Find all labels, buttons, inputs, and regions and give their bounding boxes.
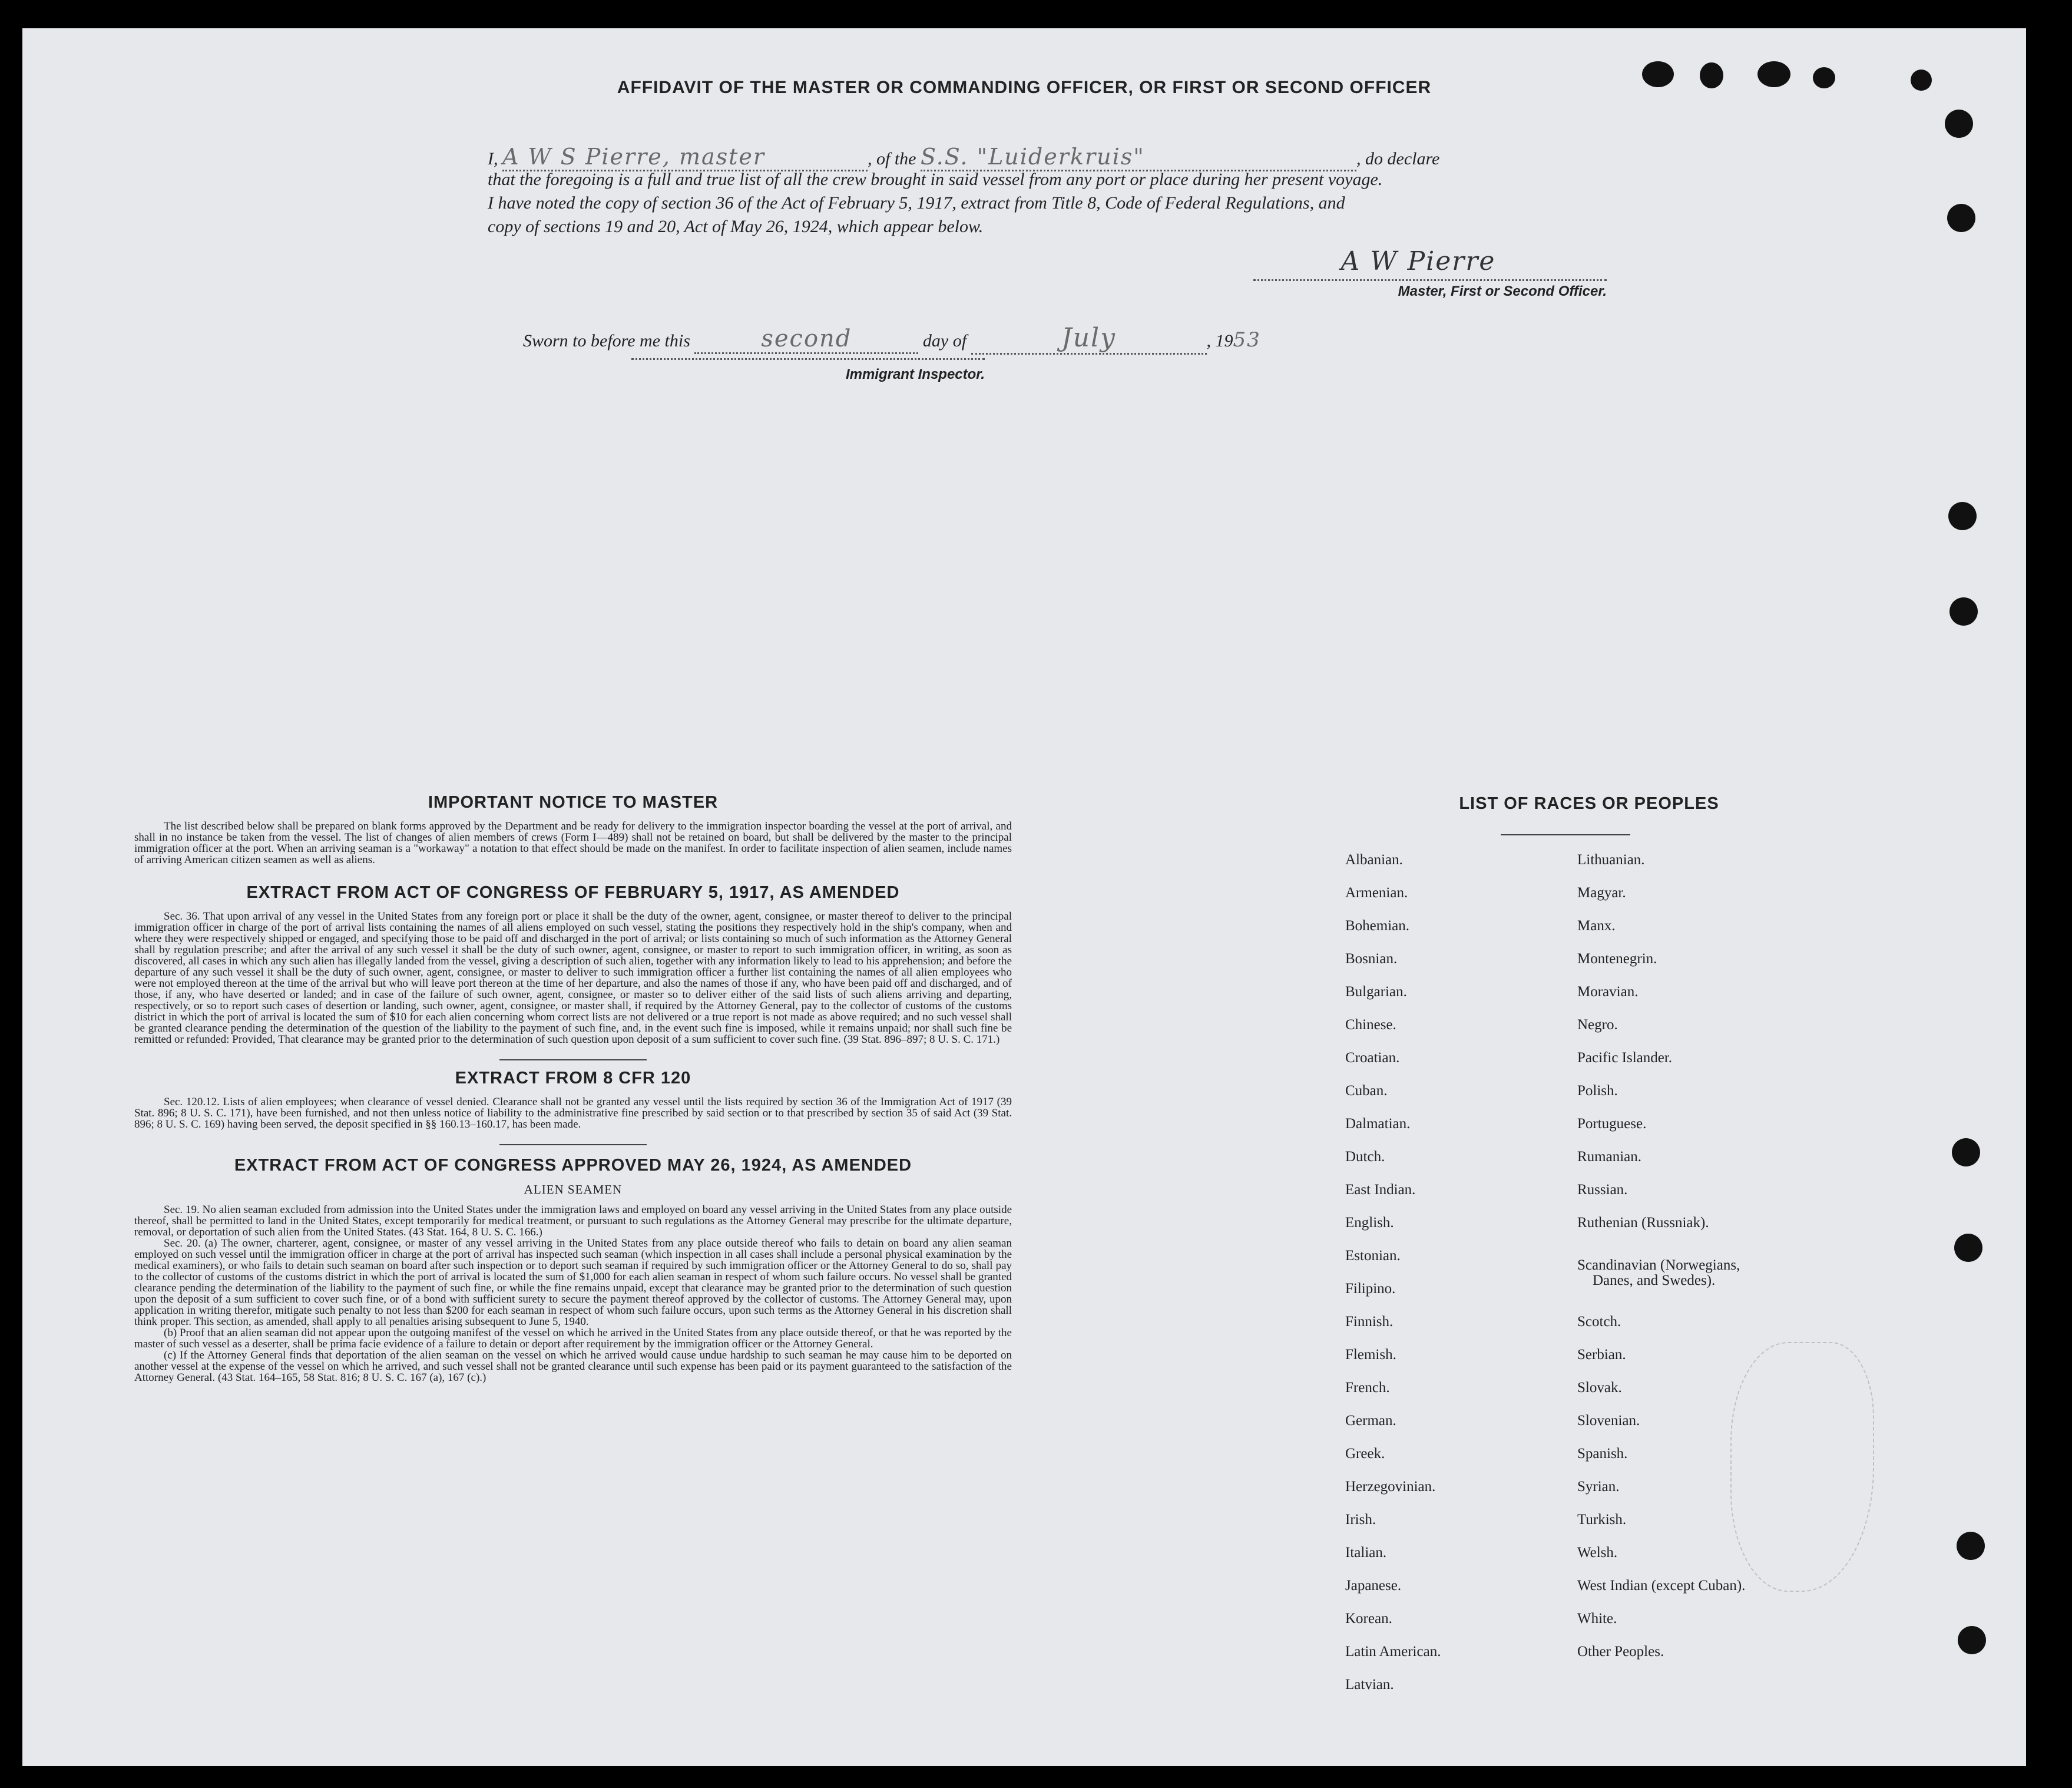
notice-text: The list described below shall be prepared on blank forms approved by the Department and be ready for delivery to the immigration inspector boarding the vessel at the port of arrival, and shall in no instance be taken from the vessel. The list of changes of alien members of crews (Form I—489) shall not be retained on board, but shall be delivered by the master to the principal immigration officer at the port. When an arriving seaman is a "workaway" a notation to that effect should be made on the manifest. In order to facilitate inspection of alien seamen, include names of arriving American citizen seamen as well as aliens. — [134, 820, 1012, 866]
race-item: Flemish. — [1345, 1347, 1396, 1363]
extract-1924-paragraph: (b) Proof that an alien seaman did not appear upon the outgoing manifest of the vessel on which he arrived in the United States from any place outside thereof, or that he was reported by the master of such vessel as a deserter, shall be prima facie evidence of a failure to detain or deport after requirement by the immigration officer or the Attorney General. — [134, 1327, 1012, 1350]
sworn-line — [523, 323, 1261, 355]
race-item: Other Peoples. — [1577, 1644, 1664, 1660]
sworn-day-of: day of — [922, 331, 967, 351]
inspector-signature-line — [631, 358, 985, 360]
race-item: Armenian. — [1345, 885, 1408, 901]
affidavit-line-3: I have noted the copy of section 36 of the Act of February 5, 1917, extract from Title 8, Code of Federal Regulations, and — [488, 193, 1345, 213]
affidavit-of-the: , of the — [868, 149, 916, 168]
race-item: Serbian. — [1577, 1347, 1626, 1363]
sworn-month-handwritten: July — [971, 323, 1207, 355]
race-item: Irish. — [1345, 1512, 1376, 1528]
punch-hole — [1948, 502, 1977, 530]
punch-hole — [1957, 1532, 1985, 1560]
race-item: Dutch. — [1345, 1149, 1385, 1165]
race-item: Bulgarian. — [1345, 984, 1407, 1000]
race-item: Portuguese. — [1577, 1116, 1647, 1132]
race-item: Moravian. — [1577, 984, 1639, 1000]
race-item: Ruthenian (Russniak). — [1577, 1215, 1709, 1231]
race-item: Slovak. — [1577, 1380, 1622, 1396]
race-item: Greek. — [1345, 1446, 1385, 1462]
extract-cfr-text: Sec. 120.12. Lists of alien employees; when clearance of vessel denied. Clearance shall not be granted any vessel until the lists required by section 36 of the Immigration Act of 1917 (39 Stat. 896; 8 U. S. C. 171), have been furnished, and not then unless notice of liability to the administrative fine prescribed by said section or to that prescribed by section 35 of said Act (39 Stat. 896; 8 U. S. C. 169) having been served, the deposit specified in §§ 160.13–160.17, has been made. — [134, 1096, 1012, 1131]
faded-stamp — [1730, 1342, 1874, 1592]
extract-1924-paragraph: (c) If the Attorney General finds that deportation of the alien seaman on the vessel on which he arrived would cause undue hardship to such seaman he may cause him to be deported on another vessel at the expense of the vessel on which he arrived, and such vessel shall not be granted clearance until such expense has been paid or its payment guaranteed to the satisfaction of the Attorney General. (43 Stat. 164–165, 58 Stat. 816; 8 U. S. C. 167 (a), 167 (c).) — [134, 1349, 1012, 1384]
race-item: Estonian. — [1345, 1248, 1401, 1264]
vessel-name-handwritten: S.S. "Luiderkruis" — [921, 144, 1356, 171]
race-item: Magyar. — [1577, 885, 1626, 901]
sworn-year-prefix: , 19 — [1206, 331, 1233, 351]
race-item: Rumanian. — [1577, 1149, 1642, 1165]
extract-1917-text: Sec. 36. That upon arrival of any vessel in the United States from any foreign port or place it shall be the duty of the owner, agent, consignee, or master thereof to deliver to the principal immigration officer in charge of the port of arrival lists containing the names of all aliens employed on such vessel, stating the positions they respectively hold in the ship's company, when and where they were respectively shipped or engaged, and specifying those to be paid off and discharged in the port of arrival; or lists containing so much of such information as the Attorney General shall by regulation prescribe; and after the arrival of any such vessel it shall be the duty of such owner, agent, consignee, or master to report to such immigration officer, in writing, as soon as discovered, all cases in which any such alien has illegally landed from the vessel, giving a description of such alien, together with any information likely to lead to his apprehension; and before the departure of any such vessel it shall be the duty of such owner, agent, consignee, or master to deliver to such immigration officer a further list containing the names of all alien employees who were not employed thereon at the time of the arrival but who will leave port thereon at the time of her departure, and also the names of those if any, who have been paid off and discharged, and of those, if any, who have deserted or landed; and in case of the failure of such owner, agent, consignee, or master so to deliver either of the said lists of such aliens arriving and departing, respectively, or so to report such cases of desertion or landing, such owner, agent, consignee, or master shall, if required by the Attorney General, pay to the collector of customs of the customs district in which the port of arrival is located the sum of $10 for each alien concerning whom correct lists are not delivered or a true report is not made as above required; and no such vessel shall be granted clearance pending the determination of the question of the liability to the payment of such fine, and, in the event such fine is imposed, while it remains unpaid; nor shall such fine be remitted or refunded: Provided, That clearance may be granted prior to the determination of such question upon deposit of a sum sufficient to cover such fine. (39 Stat. 896–897; 8 U. S. C. 171.) — [134, 910, 1012, 1046]
inspector-caption: Immigrant Inspector. — [845, 366, 985, 382]
race-item: Chinese. — [1345, 1017, 1396, 1033]
race-item: German. — [1345, 1413, 1396, 1429]
race-item: English. — [1345, 1215, 1394, 1231]
race-item: Cuban. — [1345, 1083, 1388, 1099]
extract-cfr-title: EXTRACT FROM 8 CFR 120 — [455, 1069, 691, 1088]
race-item: Herzegovinian. — [1345, 1479, 1436, 1495]
divider — [499, 1144, 647, 1145]
race-item: Scotch. — [1577, 1314, 1621, 1330]
race-item: Japanese. — [1345, 1578, 1402, 1594]
extract-1924-paragraph: Sec. 19. No alien seaman excluded from admission into the United States under the immigration laws and employed on board any vessel arriving in the United States from any place outside thereof, shall be permitted to land in the United States, except temporarily for medical treatment, or pursuant to such regulations as the Attorney General may prescribe for the ultimate departure, removal, or deportation of such alien from the United States. (43 Stat. 164, 8 U. S. C. 166.) — [134, 1204, 1012, 1238]
race-item: Manx. — [1577, 918, 1616, 934]
punch-hole — [1954, 1234, 1982, 1262]
punch-hole — [1947, 204, 1975, 232]
race-item: Croatian. — [1345, 1050, 1400, 1066]
race-item: Lithuanian. — [1577, 852, 1645, 868]
race-item: Spanish. — [1577, 1446, 1628, 1462]
race-item: Pacific Islander. — [1577, 1050, 1673, 1066]
race-item: Filipino. — [1345, 1281, 1396, 1297]
race-item: Polish. — [1577, 1083, 1618, 1099]
punch-hole — [1958, 1626, 1986, 1654]
races-title: LIST OF RACES OR PEOPLES — [1459, 794, 1719, 813]
extract-1924-subtitle: ALIEN SEAMEN — [524, 1182, 623, 1197]
affidavit-line-4: copy of sections 19 and 20, Act of May 26, 1924, which appear below. — [488, 217, 984, 236]
master-name-handwritten: A W S Pierre, master — [502, 144, 868, 171]
race-item: Turkish. — [1577, 1512, 1627, 1528]
race-item: Syrian. — [1577, 1479, 1620, 1495]
extract-1917-title: EXTRACT FROM ACT OF CONGRESS OF FEBRUARY 5, 1917, AS AMENDED — [246, 883, 900, 902]
master-signature-block — [1230, 246, 1607, 300]
race-item: Welsh. — [1577, 1545, 1618, 1561]
race-item: Latin American. — [1345, 1644, 1441, 1660]
race-item: Latvian. — [1345, 1677, 1394, 1693]
notice-title: IMPORTANT NOTICE TO MASTER — [428, 793, 719, 812]
race-item: Danes, and Swedes). — [1593, 1273, 1716, 1288]
document-page — [22, 28, 2026, 1766]
race-item: Negro. — [1577, 1017, 1618, 1033]
punch-hole — [1945, 110, 1973, 138]
race-item: Bohemian. — [1345, 918, 1410, 934]
punch-hole — [1952, 1138, 1980, 1166]
extract-1924-title: EXTRACT FROM ACT OF CONGRESS APPROVED MAY 26, 1924, AS AMENDED — [234, 1156, 912, 1175]
sworn-prefix: Sworn to before me this — [523, 331, 690, 351]
race-item: Montenegrin. — [1577, 951, 1657, 967]
affidavit-title: AFFIDAVIT OF THE MASTER OR COMMANDING OFFICER, OR FIRST OR SECOND OFFICER — [617, 78, 1432, 97]
race-item: East Indian. — [1345, 1182, 1416, 1198]
master-signature: A W Pierre — [1340, 246, 1496, 276]
affidavit-prefix: I, — [488, 149, 498, 168]
sworn-day-handwritten: second — [694, 325, 918, 354]
race-item: Finnish. — [1345, 1314, 1394, 1330]
race-item: Korean. — [1345, 1611, 1392, 1627]
race-item: French. — [1345, 1380, 1390, 1396]
extract-1924-paragraph: Sec. 20. (a) The owner, charterer, agent, consignee, or master of any vessel arriving in the United States from any place outside thereof who fails to detain on board any alien seaman employed on such vessel until the immigration officer in charge at the port of arrival has inspected such seaman (which inspection in all cases shall include a personal physical examination by the medical examiners), or who fails to detain such seaman on board after such inspection or to deport such seaman if required by such immigration officer or the Attorney General to do so, shall pay to the collector of customs of the customs district in which the port of arrival is located the sum of $1,000 for each alien seaman in respect of whom such failure occurs. No vessel shall be granted clearance pending the determination of the liability to the payment of such fine, or while the fine remains unpaid, except that clearance may be granted prior to the determination of such question upon the deposit of a sum sufficient to cover such fine, or of a bond with sufficient surety to secure the payment thereof approved by the collector of customs. The Attorney General may, upon application in writing therefor, mitigate such penalty to not less than $200 for each seaman in respect of whom such failure occurs, upon such terms as the Attorney General in his discretion shall think proper. This section, as amended, shall apply to all penalties arising subsequent to June 5, 1940. — [134, 1237, 1012, 1328]
race-item: White. — [1577, 1611, 1617, 1627]
race-item: Bosnian. — [1345, 951, 1398, 967]
master-caption: Master, First or Second Officer. — [1398, 283, 1607, 299]
race-item: West Indian (except Cuban). — [1577, 1578, 1746, 1594]
notice-column — [134, 793, 1012, 1383]
race-item: Dalmatian. — [1345, 1116, 1411, 1132]
punch-hole — [1949, 597, 1978, 626]
affidavit-line-2: that the foregoing is a full and true list of all the crew brought in said vessel from any port or place during her present voyage. — [488, 170, 1383, 189]
race-item: Slovenian. — [1577, 1413, 1640, 1429]
race-item: Russian. — [1577, 1182, 1628, 1198]
sworn-year-handwritten: 53 — [1233, 328, 1261, 352]
affidavit-line-1 — [488, 144, 1666, 171]
race-item: Scandinavian (Norwegians, — [1577, 1257, 1740, 1273]
race-item: Albanian. — [1345, 852, 1403, 868]
divider — [499, 1059, 647, 1060]
signature-line — [1253, 279, 1607, 281]
divider — [1501, 834, 1630, 835]
race-item: Italian. — [1345, 1545, 1387, 1561]
affidavit-do-declare: , do declare — [1356, 149, 1440, 168]
